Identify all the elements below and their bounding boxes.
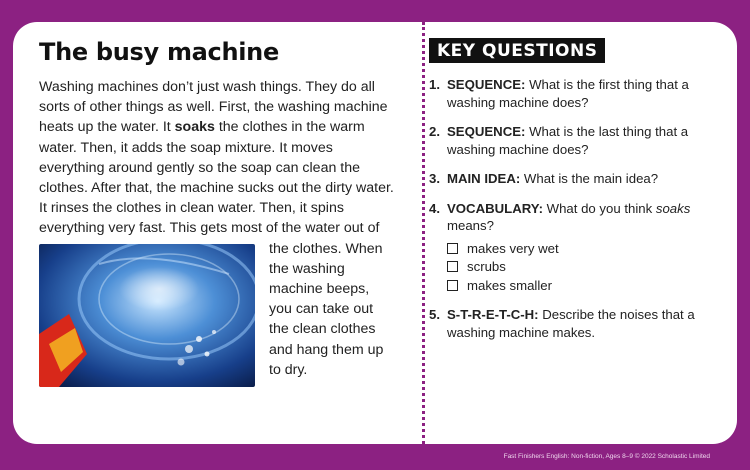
- question-text: Describe the noises that a washing machine makes.: [447, 307, 695, 340]
- checkbox[interactable]: [447, 261, 458, 272]
- question-label: S-T-R-E-T-C-H:: [447, 307, 539, 322]
- passage-text-part3: clothes. When the washing machine beeps, you can take out the clean clothes and hang them up to dry.: [269, 240, 384, 378]
- option-label: makes smaller: [467, 277, 553, 293]
- answer-options: [447, 240, 729, 295]
- question-2: [429, 123, 729, 158]
- option-makes-smaller[interactable]: [447, 277, 729, 295]
- question-number: 2.: [429, 124, 440, 139]
- key-questions-panel: [429, 38, 729, 353]
- question-label: VOCABULARY:: [447, 200, 543, 216]
- copyright-footer: Fast Finishers English: Non-fiction, Ages 8–9 © 2022 Scholastic Limited: [503, 453, 710, 460]
- question-number: 1.: [429, 77, 440, 92]
- question-label: SEQUENCE:: [447, 77, 526, 92]
- passage-text: [39, 77, 395, 380]
- question-1: [429, 76, 729, 111]
- question-label: MAIN IDEA:: [447, 171, 521, 186]
- question-3: [429, 170, 729, 188]
- question-list: [429, 76, 729, 341]
- checkbox[interactable]: [447, 280, 458, 291]
- question-4: [429, 200, 729, 295]
- passage-text-part2: the clothes in the warm water. Then, it adds the soap mixture. It moves everything around gently so the soap can clean the clothes. After that, the machine sucks out the dirty water. It rinses the clothes in clean water. Then, it spins everything very fast. This gets most of the water out of the: [39, 119, 394, 257]
- option-scrubs[interactable]: [447, 258, 729, 276]
- question-label: SEQUENCE:: [447, 124, 526, 139]
- question-text: What is the first thing that a washing machine does?: [447, 77, 689, 110]
- passage-text-part1: Washing machines don’t just wash things. They do all sorts of other things as well. First, the washing machine heats up the water. It: [39, 79, 388, 136]
- dotted-divider: [422, 22, 425, 444]
- question-number: 4.: [429, 200, 440, 216]
- washing-machine-photo: [39, 244, 255, 387]
- option-makes-very-wet[interactable]: [447, 240, 729, 258]
- question-5: [429, 306, 729, 341]
- vocab-word-soaks: soaks: [174, 119, 215, 136]
- question-number: 3.: [429, 171, 440, 186]
- question-vocab-word: soaks: [655, 200, 691, 216]
- passage-title: The busy machine: [39, 38, 279, 66]
- reading-passage: [39, 38, 395, 387]
- question-number: 5.: [429, 307, 440, 322]
- option-label: scrubs: [467, 259, 506, 274]
- worksheet-card: [13, 22, 737, 444]
- option-label: makes very wet: [467, 240, 559, 256]
- checkbox[interactable]: [447, 243, 458, 254]
- key-questions-heading: KEY QUESTIONS: [429, 38, 605, 63]
- question-text: What is the main idea?: [520, 171, 659, 186]
- question-text: What do you think: [542, 200, 656, 216]
- question-text-end: means?: [447, 218, 494, 233]
- question-text: What is the last thing that a washing machine does?: [447, 124, 689, 157]
